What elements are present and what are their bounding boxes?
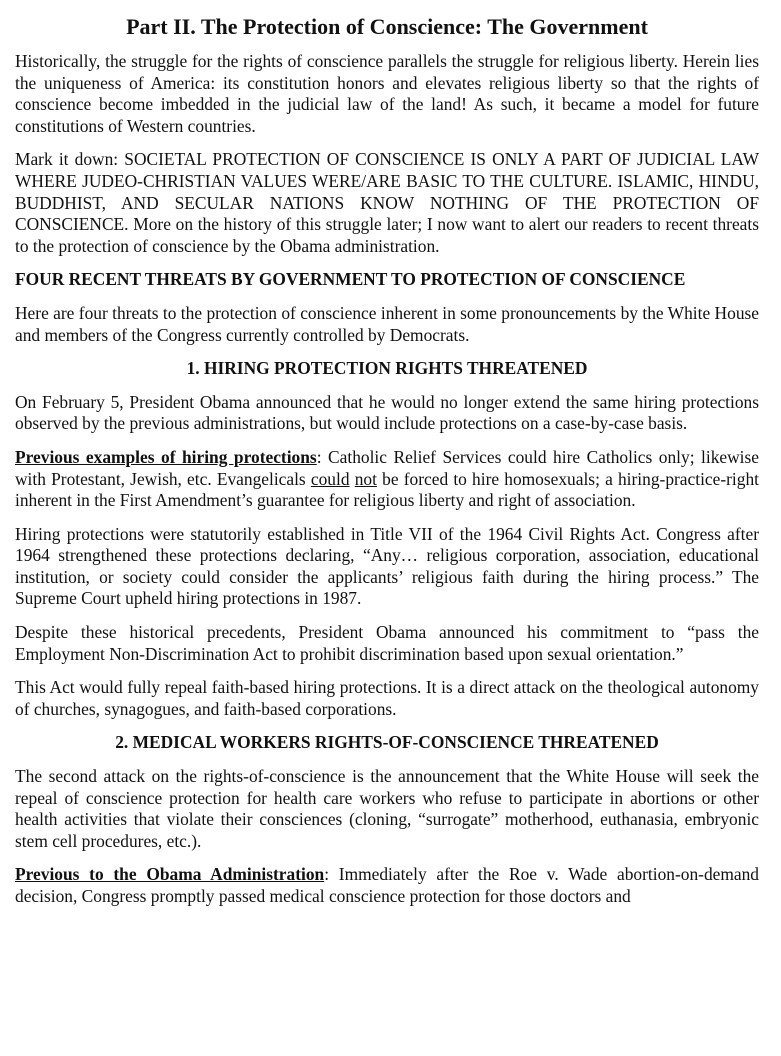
previous-administration-lead: Previous to the Obama Administration: [15, 864, 325, 885]
hiring-examples-text-a: : Catholic Relief Services could hire Catholics only; likewise with Protestant, Jewish, etc. Evangelicals: [15, 446, 759, 489]
previous-administration-text: : Immediately after the Roe v. Wade abortion-on-demand decision, Congress promptly passed medical conscience protection for those doctors and: [15, 864, 759, 906]
paragraph-hiring-examples: [15, 447, 759, 512]
section-heading-medical: 2. MEDICAL WORKERS RIGHTS-OF-CONSCIENCE THREATENED: [115, 732, 659, 753]
emphasis-could: could: [310, 468, 350, 489]
paragraph-act-repeal: This Act would fully repeal faith-based hiring protections. It is a direct attack on the theological autonomy of churches, synagogues, and faith-based corporations.: [15, 677, 759, 719]
paragraph-threats-intro: Here are four threats to the protection of conscience inherent in some pronouncements by the White House and members of the Congress currently controlled by Democrats.: [15, 302, 759, 345]
emphasis-not: not: [354, 468, 377, 489]
page-title: Part II. The Protection of Conscience: The Government: [126, 14, 648, 39]
paragraph-history: Historically, the struggle for the rights of conscience parallels the struggle for religious liberty. Herein lies the uniqueness of America: its constitution honors and elevates religious liberty so that the rights of conscience become imbedded in the judicial law of the land! As such, it became a model for future constitutions of Western countries.: [15, 51, 759, 136]
paragraph-second-attack: The second attack on the rights-of-conscience is the announcement that the White House will seek the repeal of conscience protection for health care workers who refuse to participate in abortions or other health activities that violate their consciences (cloning, “surrogate” motherhood, euthanasia, embryonic stem cell procedures, etc.).: [15, 766, 759, 851]
paragraph-precedents: Despite these historical precedents, President Obama announced his commitment to “pass the Employment Non-Discrimination Act to prohibit discrimination based upon sexual orientation.”: [15, 622, 759, 664]
hiring-examples-lead: Previous examples of hiring protections: [15, 446, 317, 467]
paragraph-february-announcement: On February 5, President Obama announced that he would no longer extend the same hiring protections observed by the previous administrations, but would include protections on a case-by-case basis.: [15, 391, 759, 434]
section-heading-hiring: 1. HIRING PROTECTION RIGHTS THREATENED: [186, 358, 588, 379]
paragraph-previous-administration: [15, 864, 759, 907]
paragraph-mark-it-down: Mark it down: SOCIETAL PROTECTION OF CONSCIENCE IS ONLY A PART OF JUDICIAL LAW WHERE JUDEO-CHRISTIAN VALUES WERE/ARE BASIC TO THE CULTURE. ISLAMIC, HINDU, BUDDHIST, AND SECULAR NATIONS KNOW NOTHING OF THE PROTECTION OF CONSCIENCE. More on the history of this struggle later; I now want to alert our readers to recent threats to the protection of conscience by the Obama administration.: [15, 149, 759, 256]
section-heading-threats: FOUR RECENT THREATS BY GOVERNMENT TO PROTECTION OF CONSCIENCE: [15, 269, 686, 290]
hiring-examples-text-b: be forced to hire homosexuals; a hiring-practice-right inherent in the First Amendment’s guarantee for religious liberty and right of association.: [15, 468, 759, 511]
paragraph-title-vii: Hiring protections were statutorily established in Title VII of the 1964 Civil Rights Act. Congress after 1964 strengthened these protections declaring, “Any… religious corporation, association, educational institution, or society could consider the applicants’ religious faith during the hiring process.” The Supreme Court upheld hiring protections in 1987.: [15, 523, 759, 609]
